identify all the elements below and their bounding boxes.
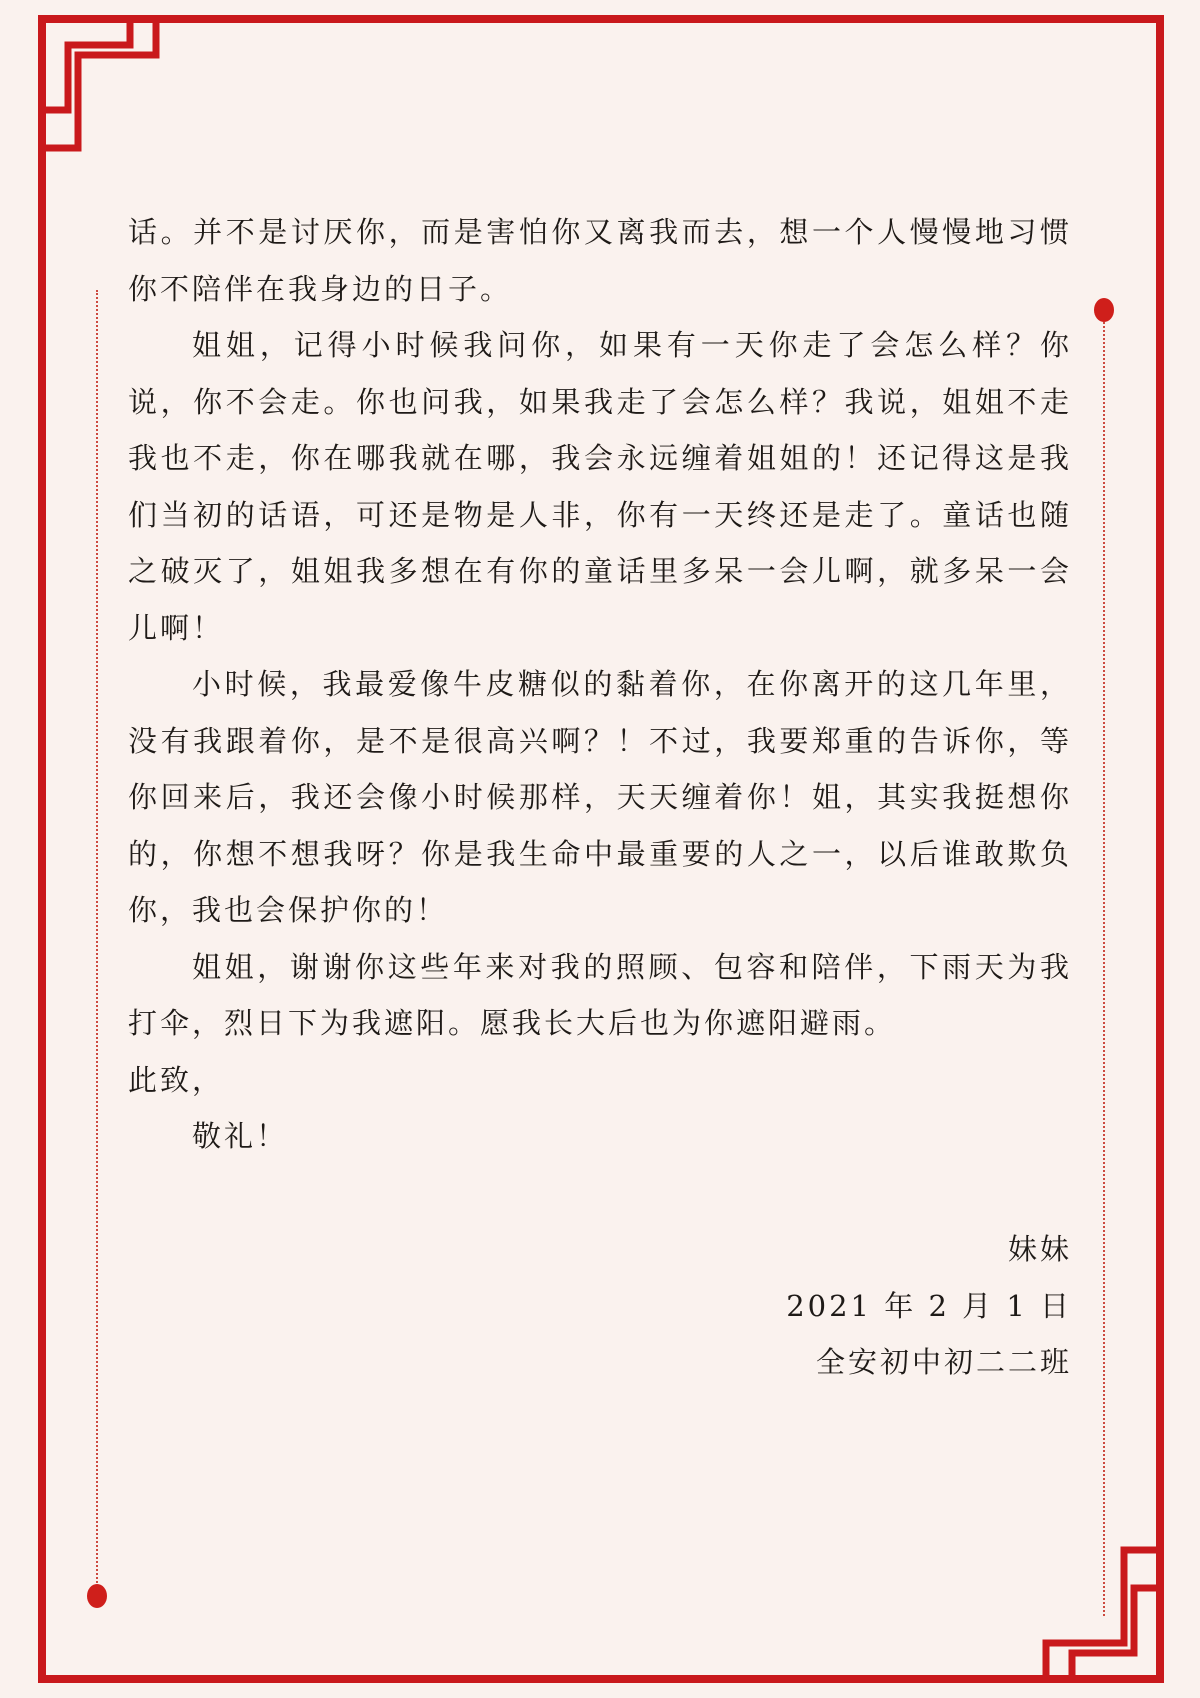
paragraph: 话。并不是讨厌你，而是害怕你又离我而去，想一个人慢慢地习惯你不陪伴在我身边的日子。 <box>128 215 1072 306</box>
letter-body <box>128 204 1072 1391</box>
salute: 敬礼！ <box>192 1119 289 1153</box>
paragraph: 姐姐，谢谢你这些年来对我的照顾、包容和陪伴，下雨天为我打伞，烈日下为我遮阳。愿我长大后也为你遮阳避雨。 <box>128 949 1072 1040</box>
corner-ornament-top-left <box>42 19 156 148</box>
dotted-line-left <box>96 290 98 1590</box>
signature-date: 2021 年 2 月 1 日 <box>786 1288 1072 1323</box>
blank-line <box>128 1165 1072 1222</box>
signature-school: 全安初中初二二班 <box>815 1345 1072 1379</box>
signature-name: 妹妹 <box>1007 1232 1072 1266</box>
closing: 此致， <box>128 1062 225 1097</box>
red-dot-bottom-left <box>87 1584 107 1608</box>
dotted-line-right <box>1103 318 1105 1616</box>
paragraph: 姐姐，记得小时候我问你，如果有一天你走了会怎么样？你说，你不会走。你也问我，如果我走了会怎么样？我说，姐姐不走我也不走，你在哪我就在哪，我会永远缠着姐姐的！还记得这是我们当初的话语，可还是物是人非，你有一天终还是走了。童话也随之破灭了，姐姐我多想在有你的童话里多呆一会儿啊，就多呆一会儿啊！ <box>128 328 1072 645</box>
red-dot-top-right <box>1094 298 1114 322</box>
paragraph: 小时候，我最爱像牛皮糖似的黏着你，在你离开的这几年里，没有我跟着你，是不是很高兴啊？！不过，我要郑重的告诉你，等你回来后，我还会像小时候那样，天天缠着你！姐，其实我挺想你的，你想不想我呀？你是我生命中最重要的人之一，以后谁敢欺负你，我也会保护你的！ <box>128 667 1072 927</box>
